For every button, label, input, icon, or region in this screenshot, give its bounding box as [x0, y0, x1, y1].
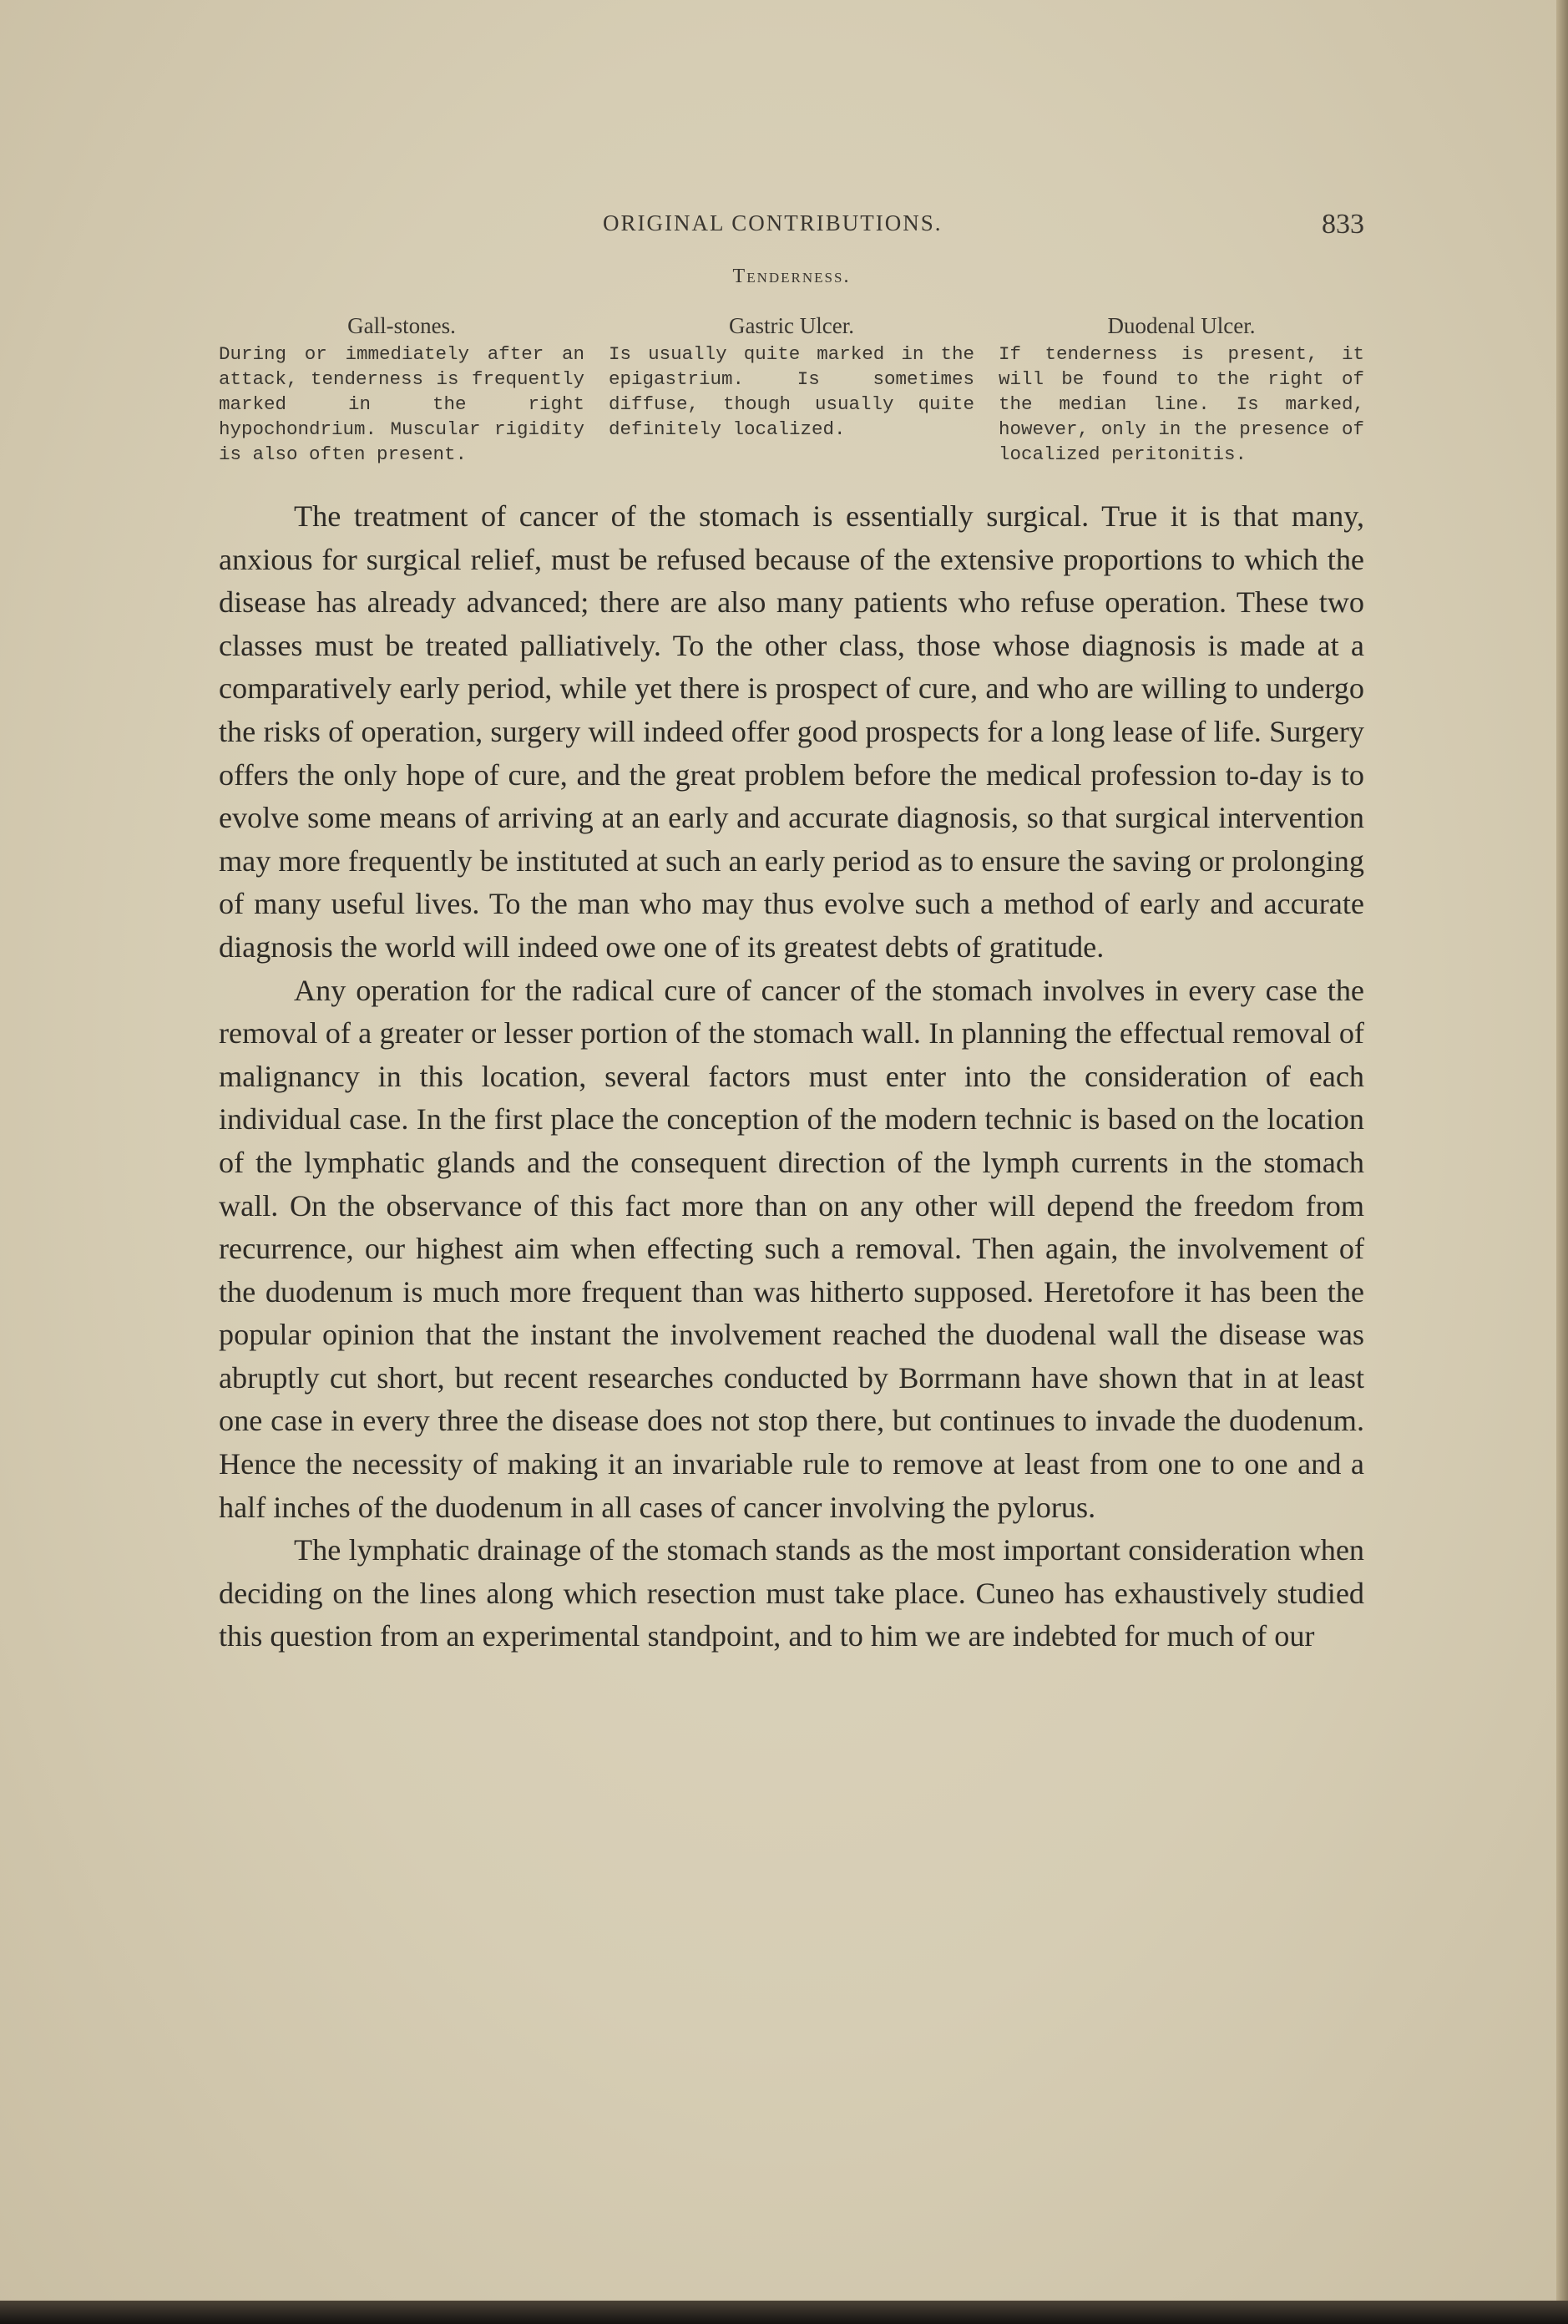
column-gastric-ulcer	[609, 313, 974, 467]
page-number: 833	[1322, 209, 1364, 240]
paragraph: Any operation for the radical cure of cancer of the stomach involves in every case the removal of a greater or lesser portion of the stomach wall. In planning the effectual removal of malignancy in this location, several factors must enter into the consideration of each individual case. In the first place the conception of the modern technic is based on the location of the lymphatic glands and the consequent direction of the lymph currents in the stomach wall. On the observance of this fact more than on any other will depend the freedom from recurrence, our highest aim when effecting such a removal. Then again, the involvement of the duodenum is much more frequent than was hitherto supposed. Heretofore it has been the popular opinion that the instant the involvement reached the duodenal wall the disease was abruptly cut short, but recent researches conducted by Borrmann have shown that in at least one case in every three the disease does not stop there, but continues to invade the duodenum. Hence the necessity of making it an invariable rule to remove at least from one to one and a half inches of the duodenum in all cases of cancer involving the pylorus.	[219, 973, 1364, 1524]
page-edge-shadow	[1556, 0, 1568, 2324]
column-duodenal-ulcer	[999, 313, 1364, 467]
page-content	[219, 207, 1364, 1658]
running-head	[219, 207, 1364, 244]
paragraph: The lymphatic drainage of the stomach stands as the most important consideration when deciding on the lines along which resection must take place. Cuneo has exhaustively studied this question from an experimental standpoint, and to him we are indebted for much of our	[219, 1533, 1364, 1653]
page-bottom-shadow	[0, 2301, 1568, 2324]
column-text: If tenderness is present, it will be found to the right of the median line. Is marked, however, only in the presence of localized peritonitis.	[999, 343, 1364, 465]
column-text: Is usually quite marked in the epigastrium. Is sometimes diffuse, though usually quite definitely localized.	[609, 343, 974, 440]
column-title: Duodenal Ulcer.	[1107, 313, 1256, 338]
running-title: ORIGINAL CONTRIBUTIONS.	[603, 210, 943, 235]
column-gall-stones	[219, 313, 584, 467]
body-text	[219, 495, 1364, 1658]
paragraph: The treatment of cancer of the stomach is essentially surgical. True it is that many, anxious for surgical relief, must be refused because of the extensive proportions to which the disease has already advanced; there are also many patients who refuse operation. These two classes must be treated palliatively. To the other class, those whose diagnosis is made at a comparatively early period, while yet there is prospect of cure, and who are willing to undergo the risks of operation, surgery will indeed offer good prospects for a long lease of life. Surgery offers the only hope of cure, and the great problem before the medical profession to-day is to evolve some means of arriving at an early and accurate diagnosis, so that surgical intervention may more frequently be instituted at such an early period as to ensure the saving or prolonging of many useful lives. To the man who may thus evolve such a method of early and accurate diagnosis the world will indeed owe one of its greatest debts of gratitude.	[219, 499, 1364, 964]
column-text: During or immediately after an attack, tenderness is frequently marked in the right hypochondrium. Muscular rigidity is also often present.	[219, 343, 584, 465]
column-title: Gastric Ulcer.	[729, 313, 854, 338]
column-title: Gall-stones.	[347, 313, 456, 338]
table-heading: Tenderness.	[732, 266, 851, 287]
comparison-table	[219, 313, 1364, 467]
